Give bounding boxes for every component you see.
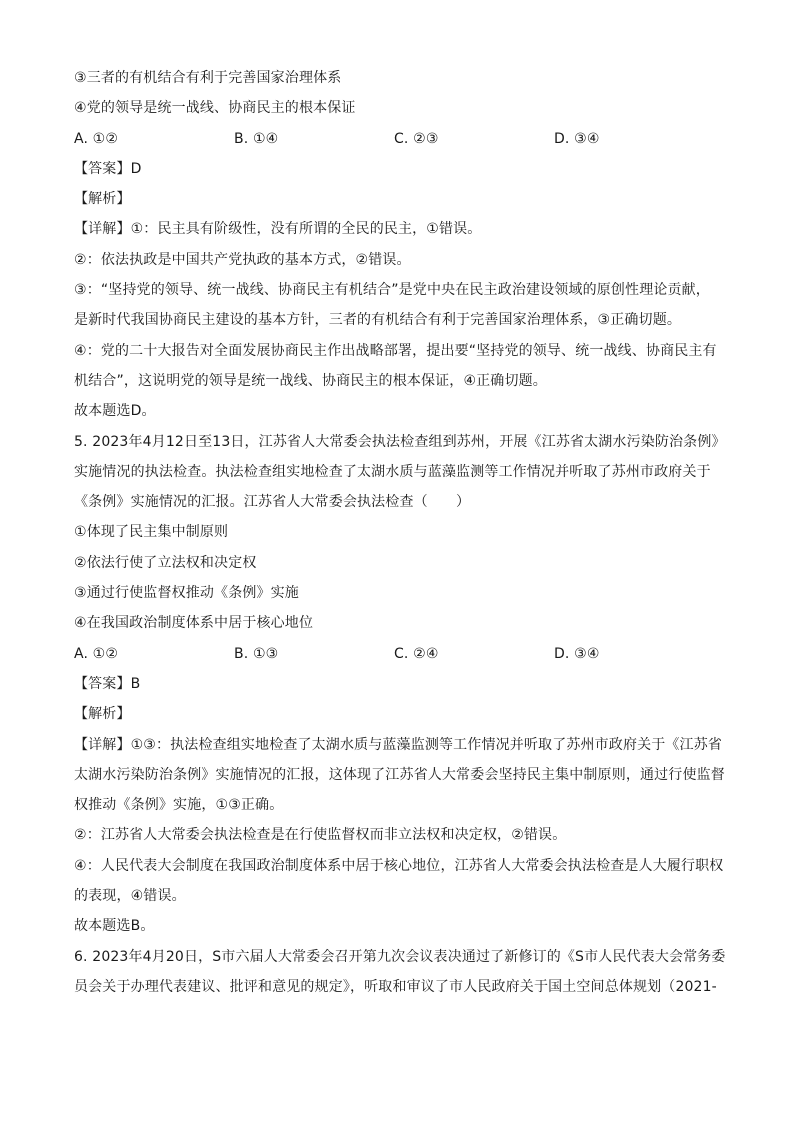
q5-conclusion: 故本题选B。 [74,918,155,935]
statement-3: ③三者的有机结合有利于完善国家治理体系 [74,70,342,86]
q5-option-d: D. ③④ [554,645,600,662]
q4-options [74,124,724,154]
q6-stem-2: 员会关于办理代表建议、批评和意见的规定》，听取和审议了市人民政府关于国土空间总体规划（2021- [74,978,717,995]
q4-analysis-heading: 【解析】 [74,191,131,208]
q5-option-b: B. ①③ [234,645,279,662]
q5-detail-1c: 权推动《条例》实施，①③正确。 [74,797,284,814]
q4-detail-4a: ④：党的二十大报告对全面发展协商民主作出战略部署，提出要“坚持党的领导、统一战线、协商民主有 [74,342,717,359]
q4-detail-1: 【详解】①：民主具有阶级性，没有所谓的全民的民主，①错误。 [74,221,482,238]
q5-answer: 【答案】B [74,675,141,692]
q5-statement-1: ①体现了民主集中制原则 [74,524,229,541]
statement-4: ④党的领导是统一战线、协商民主的根本保证 [74,100,356,117]
q4-option-d: D. ③④ [554,130,600,147]
q4-option-b: B. ①④ [234,130,279,147]
q5-analysis-heading: 【解析】 [74,706,131,723]
q5-options [74,639,724,669]
q5-stem-1: 5. 2023年4月12日至13日，江苏省人大常委会执法检查组到苏州，开展《江苏省太湖水污染防治条例》 [74,433,726,450]
q5-detail-1b: 太湖水污染防治条例》实施情况的汇报，这体现了江苏省人大常委会坚持民主集中制原则，通过行使监督 [74,766,725,783]
q4-conclusion: 故本题选D。 [74,403,156,420]
q5-detail-4a: ④：人民代表大会制度在我国政治制度体系中居于核心地位，江苏省人大常委会执法检查是人大履行职权 [74,857,724,874]
q5-statement-2: ②依法行使了立法权和决定权 [74,554,257,571]
q5-detail-1a: 【详解】①③：执法检查组实地检查了太湖水质与蓝藻监测等工作情况并听取了苏州市政府关于《江苏省 [74,736,722,753]
q5-statement-4: ④在我国政治制度体系中居于核心地位 [74,615,314,632]
q4-detail-3a: ③：“坚持党的领导、统一战线、协商民主有机结合”是党中央在民主政治建设领域的原创性理论贡献， [74,282,710,299]
q4-option-a: A. ①② [74,130,119,147]
q4-detail-2: ②：依法执政是中国共产党执政的基本方式，②错误。 [74,251,411,268]
q6-stem-1: 6. 2023年4月20日，S市六届人大常委会召开第九次会议表决通过了新修订的《S市人民代表大会常务委 [74,948,726,965]
q4-detail-3b: 是新时代我国协商民主建设的基本方针，三者的有机结合有利于完善国家治理体系，③正确切题。 [74,312,681,329]
q5-stem-3: 《条例》实施情况的汇报。江苏省人大常委会执法检查（ ） [74,494,471,511]
q5-option-c: C. ②④ [394,645,439,662]
q5-statement-3: ③通过行使监督权推动《条例》实施 [74,585,299,602]
q5-detail-4b: 的表现，④错误。 [74,888,186,905]
q5-option-a: A. ①② [74,645,119,662]
q4-option-c: C. ②③ [394,130,439,147]
q4-detail-4b: 机结合”，这说明党的领导是统一战线、协商民主的根本保证，④正确切题。 [74,372,547,389]
document-page [74,63,724,1002]
q4-answer: 【答案】D [74,160,142,177]
q5-stem-2: 实施情况的执法检查。执法检查组实地检查了太湖水质与蓝藻监测等工作情况并听取了苏州市政府关于 [74,463,711,480]
q5-detail-2: ②：江苏省人大常委会执法检查是在行使监督权而非立法权和决定权，②错误。 [74,827,567,844]
